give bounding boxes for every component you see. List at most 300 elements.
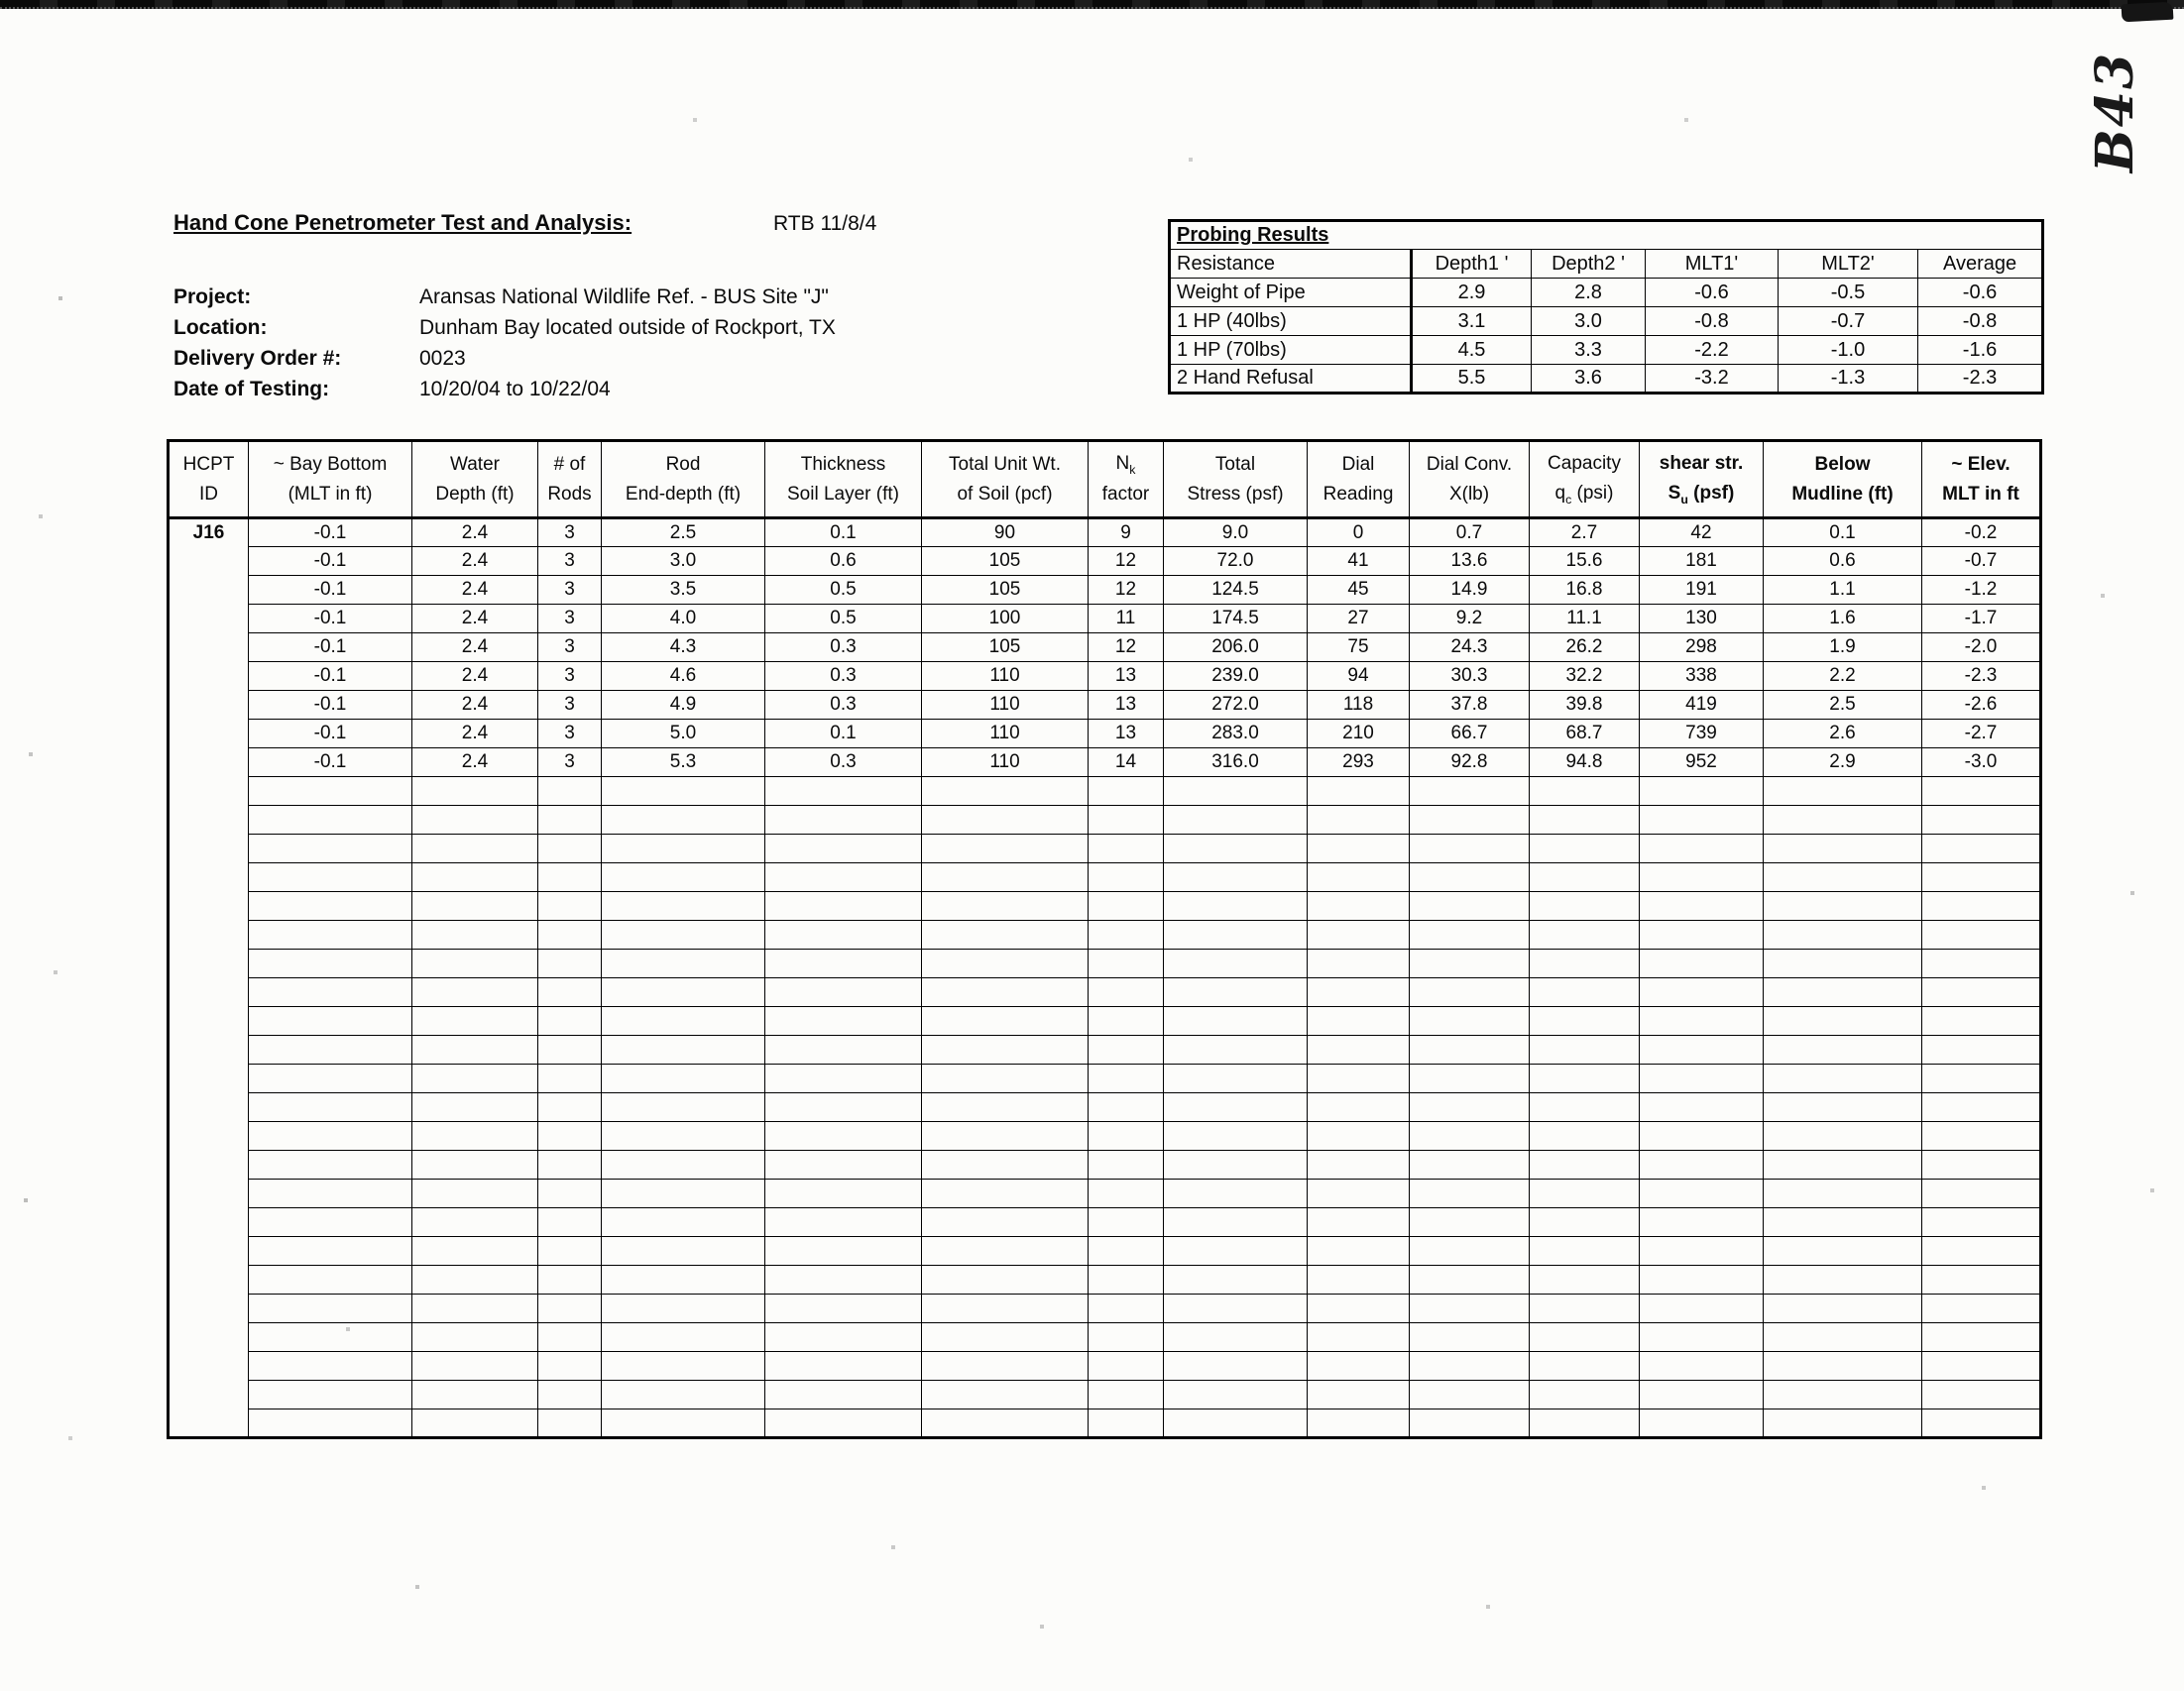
info-value: Dunham Bay located outside of Rockport, TX (419, 316, 836, 339)
hcpt-empty-row (169, 1237, 2041, 1266)
hcpt-empty-row (169, 892, 2041, 921)
probing-cell: -0.5 (1779, 279, 1918, 307)
hcpt-data-cell (765, 1093, 922, 1122)
hcpt-data-cell: -0.2 (1922, 518, 2041, 547)
hcpt-data-cell (412, 1323, 538, 1352)
hcpt-data-cell (922, 1093, 1089, 1122)
header-subscript: c (1565, 492, 1572, 507)
hcpt-data-cell (538, 1237, 602, 1266)
hcpt-data-cell: 15.6 (1530, 547, 1640, 576)
hcpt-data-cell (1922, 1180, 2041, 1208)
hcpt-data-cell: 0.3 (765, 748, 922, 777)
hcpt-data-cell (538, 1122, 602, 1151)
info-value: Aransas National Wildlife Ref. - BUS Site "J" (419, 285, 829, 308)
hcpt-data-cell (538, 978, 602, 1007)
info-value: 0023 (419, 347, 466, 370)
hcpt-data-cell (1164, 1180, 1308, 1208)
hcpt-data-cell (1308, 921, 1410, 950)
hcpt-data-cell: 14.9 (1410, 576, 1530, 605)
hcpt-data-cell (249, 863, 412, 892)
hcpt-data-cell (538, 921, 602, 950)
hcpt-data-cell (1640, 950, 1764, 978)
hcpt-data-cell (1410, 777, 1530, 806)
hcpt-data-cell: 105 (922, 633, 1089, 662)
hcpt-data-cell (1410, 950, 1530, 978)
info-row (173, 343, 836, 374)
hcpt-data-cell: 338 (1640, 662, 1764, 691)
hcpt-data-cell (538, 1266, 602, 1295)
hcpt-empty-row (169, 1122, 2041, 1151)
hcpt-data-cell: -0.1 (249, 547, 412, 576)
scan-artifact-top-bar (0, 0, 2184, 9)
hcpt-data-cell: 419 (1640, 691, 1764, 720)
hcpt-data-cell (249, 806, 412, 835)
hcpt-data-cell (1530, 1036, 1640, 1065)
hcpt-data-cell: -0.1 (249, 691, 412, 720)
hcpt-data-cell (249, 950, 412, 978)
hcpt-data-cell (538, 1381, 602, 1409)
hcpt-data-cell (1640, 1323, 1764, 1352)
hcpt-data-cell (1764, 1352, 1922, 1381)
hcpt-data-cell (412, 1151, 538, 1180)
page-title: Hand Cone Penetrometer Test and Analysis: (173, 210, 632, 235)
hcpt-data-cell (412, 1237, 538, 1266)
hcpt-data-cell (765, 1180, 922, 1208)
hcpt-data-cell (1089, 1381, 1164, 1409)
hcpt-data-cell (1922, 1295, 2041, 1323)
hcpt-data-cell (1164, 1065, 1308, 1093)
hcpt-data-cell (1530, 1295, 1640, 1323)
header-line-1 (1310, 454, 1407, 476)
hcpt-data-cell (1922, 892, 2041, 921)
hcpt-data-cell (1530, 1007, 1640, 1036)
hcpt-data-cell (602, 1036, 765, 1065)
hcpt-id-cell (169, 748, 249, 777)
hcpt-data-cell: 239.0 (1164, 662, 1308, 691)
header-line-1 (414, 454, 535, 476)
hcpt-data-cell (1640, 921, 1764, 950)
hcpt-data-cell (1764, 1381, 1922, 1409)
header-text: ID (199, 483, 218, 505)
hcpt-data-cell (602, 1237, 765, 1266)
hcpt-data-cell (765, 1381, 922, 1409)
hcpt-data-cell: 0.7 (1410, 518, 1530, 547)
hcpt-data-cell (1308, 1065, 1410, 1093)
hcpt-data-cell (1764, 806, 1922, 835)
header-line-1 (1924, 454, 2037, 476)
hcpt-data-cell (1164, 1093, 1308, 1122)
hcpt-data-cell (765, 1122, 922, 1151)
hcpt-data-cell (1164, 950, 1308, 978)
hcpt-data-cell (1640, 1036, 1764, 1065)
hcpt-data-cell (1164, 1266, 1308, 1295)
hcpt-data-cell: 1.6 (1764, 605, 1922, 633)
hcpt-data-cell (922, 1295, 1089, 1323)
hcpt-data-cell (1410, 892, 1530, 921)
hcpt-id-cell (169, 1180, 249, 1208)
hcpt-data-cell (249, 921, 412, 950)
hcpt-id-cell (169, 1266, 249, 1295)
hcpt-empty-row (169, 1036, 2041, 1065)
hcpt-data-cell: 100 (922, 605, 1089, 633)
hcpt-data-cell: 0.3 (765, 691, 922, 720)
hcpt-data-cell: 11.1 (1530, 605, 1640, 633)
hcpt-empty-row (169, 1381, 2041, 1409)
hcpt-data-cell: 2.4 (412, 518, 538, 547)
hcpt-data-cell: 2.4 (412, 633, 538, 662)
hcpt-data-cell: -0.1 (249, 605, 412, 633)
hcpt-id-cell (169, 921, 249, 950)
hcpt-data-cell (412, 1266, 538, 1295)
hcpt-id-cell (169, 835, 249, 863)
hcpt-empty-row (169, 1352, 2041, 1381)
hcpt-empty-row (169, 1295, 2041, 1323)
hcpt-data-cell (1089, 1122, 1164, 1151)
hcpt-data-cell (1164, 921, 1308, 950)
hcpt-data-cell (765, 1323, 922, 1352)
hcpt-data-cell (602, 806, 765, 835)
hcpt-data-cell: 94 (1308, 662, 1410, 691)
hcpt-data-cell: 110 (922, 691, 1089, 720)
hcpt-data-cell (1640, 1208, 1764, 1237)
hcpt-data-cell (922, 1180, 1089, 1208)
probing-cell: -3.2 (1646, 365, 1779, 394)
hcpt-data-cell: 316.0 (1164, 748, 1308, 777)
probing-row (1170, 336, 2043, 365)
hcpt-data-cell (922, 1381, 1089, 1409)
hcpt-data-cell (1410, 1180, 1530, 1208)
header-text: Dial Conv. (1426, 453, 1513, 475)
header-line-2 (1412, 484, 1527, 506)
hcpt-data-cell (412, 1093, 538, 1122)
hcpt-id-cell (169, 950, 249, 978)
hcpt-data-cell: 2.4 (412, 748, 538, 777)
hcpt-data-cell (249, 1093, 412, 1122)
header-text: Rod (665, 453, 701, 475)
hcpt-empty-row (169, 921, 2041, 950)
header-text: S (1667, 482, 1681, 504)
hcpt-column-header (1922, 441, 2041, 518)
hcpt-id-cell (169, 1151, 249, 1180)
hcpt-data-cell (1640, 777, 1764, 806)
hcpt-data-cell: 3 (538, 605, 602, 633)
hcpt-data-cell (412, 1036, 538, 1065)
hcpt-data-cell (538, 892, 602, 921)
probing-cell: 1 HP (40lbs) (1170, 307, 1412, 336)
hcpt-id-cell (169, 777, 249, 806)
hcpt-data-cell (1922, 863, 2041, 892)
hcpt-data-cell (765, 1352, 922, 1381)
probing-title-row (1170, 221, 2043, 250)
info-row (173, 312, 836, 343)
hcpt-data-cell (1410, 1237, 1530, 1266)
hcpt-data-cell (1764, 777, 1922, 806)
hcpt-data-cell (1764, 1007, 1922, 1036)
hcpt-data-cell (412, 835, 538, 863)
hcpt-data-cell (1530, 1180, 1640, 1208)
hcpt-data-cell (602, 835, 765, 863)
header-text: (psi) (1571, 482, 1614, 504)
hcpt-data-cell (538, 1093, 602, 1122)
hcpt-data-cell: 2.5 (1764, 691, 1922, 720)
hcpt-data-cell (249, 1409, 412, 1438)
info-row (173, 374, 836, 404)
hcpt-data-cell (1164, 1323, 1308, 1352)
hcpt-data-cell: 45 (1308, 576, 1410, 605)
scan-artifact-corner-mark (2122, 2, 2174, 23)
header-text: Dial (1341, 453, 1375, 475)
hcpt-data-cell: 3 (538, 633, 602, 662)
hcpt-data-cell: -1.7 (1922, 605, 2041, 633)
hcpt-data-cell (249, 1381, 412, 1409)
hcpt-data-cell (765, 978, 922, 1007)
hcpt-data-cell: 12 (1089, 633, 1164, 662)
hcpt-data-cell (1410, 1409, 1530, 1438)
hcpt-data-cell (1640, 1409, 1764, 1438)
hcpt-data-cell: 66.7 (1410, 720, 1530, 748)
hcpt-data-cell: 27 (1308, 605, 1410, 633)
hcpt-id-cell (169, 806, 249, 835)
probing-cell: Weight of Pipe (1170, 279, 1412, 307)
hcpt-data-cell: 110 (922, 662, 1089, 691)
hcpt-data-cell (538, 1007, 602, 1036)
hcpt-data-cell: 4.9 (602, 691, 765, 720)
hcpt-data-cell: 0.5 (765, 576, 922, 605)
hcpt-data-cell (1922, 1007, 2041, 1036)
probing-cell: 3.1 (1412, 307, 1532, 336)
probing-cell: 3.3 (1532, 336, 1646, 365)
hcpt-data-cell (1764, 1065, 1922, 1093)
hcpt-data-cell (1089, 1266, 1164, 1295)
probing-row (1170, 307, 2043, 336)
hcpt-data-cell: 191 (1640, 576, 1764, 605)
hcpt-data-cell: 0 (1308, 518, 1410, 547)
hcpt-data-cell (765, 1237, 922, 1266)
hcpt-data-cell (1764, 1151, 1922, 1180)
hcpt-data-cell: -0.1 (249, 633, 412, 662)
hcpt-empty-row (169, 1093, 2041, 1122)
hcpt-empty-row (169, 1323, 2041, 1352)
hcpt-data-cell (1530, 1093, 1640, 1122)
hcpt-data-cell: 0.3 (765, 633, 922, 662)
header-line-1 (924, 454, 1086, 476)
hcpt-data-row (169, 605, 2041, 633)
hcpt-data-cell (1640, 1295, 1764, 1323)
hcpt-data-cell (1410, 835, 1530, 863)
hcpt-id-cell (169, 1007, 249, 1036)
hcpt-data-cell: 4.0 (602, 605, 765, 633)
hcpt-data-cell (249, 1151, 412, 1180)
hcpt-data-cell (602, 1093, 765, 1122)
hcpt-data-cell: 0.5 (765, 605, 922, 633)
hcpt-data-cell (922, 892, 1089, 921)
hcpt-data-cell: -0.1 (249, 662, 412, 691)
hcpt-data-cell (1410, 1352, 1530, 1381)
hcpt-id-cell (169, 720, 249, 748)
hcpt-data-cell (1308, 863, 1410, 892)
header-line-2 (604, 484, 762, 506)
hcpt-data-cell: 0.6 (1764, 547, 1922, 576)
hcpt-data-cell (922, 1065, 1089, 1093)
hcpt-data-cell (602, 1065, 765, 1093)
hcpt-data-cell (1764, 1237, 1922, 1266)
hcpt-data-cell (922, 777, 1089, 806)
hcpt-data-cell (1164, 835, 1308, 863)
hcpt-data-cell: 14 (1089, 748, 1164, 777)
hcpt-id-cell (169, 1409, 249, 1438)
hcpt-data-cell: 32.2 (1530, 662, 1640, 691)
hcpt-empty-row (169, 1208, 2041, 1237)
hcpt-data-cell (1764, 1122, 1922, 1151)
hcpt-data-cell: -2.0 (1922, 633, 2041, 662)
hcpt-data-cell (922, 835, 1089, 863)
hcpt-data-row (169, 633, 2041, 662)
hcpt-data-cell (1640, 1093, 1764, 1122)
hcpt-data-cell (602, 1151, 765, 1180)
hcpt-data-cell (1308, 1208, 1410, 1237)
hcpt-data-cell (1640, 806, 1764, 835)
probing-cell: -0.8 (1918, 307, 2043, 336)
hcpt-data-cell (1308, 1036, 1410, 1065)
hcpt-data-cell (922, 806, 1089, 835)
hcpt-data-cell: 739 (1640, 720, 1764, 748)
header-line-2 (1166, 484, 1305, 506)
hcpt-data-row (169, 518, 2041, 547)
hcpt-data-cell (602, 777, 765, 806)
hcpt-data-cell (1410, 1295, 1530, 1323)
hcpt-data-cell (249, 835, 412, 863)
hcpt-data-cell: 293 (1308, 748, 1410, 777)
hcpt-data-cell (1922, 1036, 2041, 1065)
hcpt-data-cell (1164, 1381, 1308, 1409)
hcpt-data-cell (1530, 1266, 1640, 1295)
hcpt-data-cell (1764, 1323, 1922, 1352)
hcpt-data-cell (1164, 777, 1308, 806)
info-label: Location: (173, 316, 268, 339)
header-line-2 (767, 484, 919, 506)
hcpt-data-cell (1530, 1122, 1640, 1151)
probing-header-cell: MLT1' (1646, 250, 1779, 279)
hcpt-data-cell (1530, 1237, 1640, 1266)
hcpt-empty-row (169, 1007, 2041, 1036)
hcpt-data-cell (412, 1409, 538, 1438)
header-text: X(lb) (1448, 483, 1490, 505)
hcpt-data-cell (1922, 777, 2041, 806)
hcpt-data-cell (602, 892, 765, 921)
probing-row (1170, 279, 2043, 307)
hcpt-data-cell (1764, 863, 1922, 892)
probing-cell: -1.3 (1779, 365, 1918, 394)
hcpt-data-cell (602, 978, 765, 1007)
hcpt-data-cell: 0.3 (765, 662, 922, 691)
hcpt-data-cell (765, 1208, 922, 1237)
hcpt-data-cell (1089, 1151, 1164, 1180)
hcpt-id-cell (169, 1093, 249, 1122)
hcpt-data-cell (538, 835, 602, 863)
hcpt-empty-row (169, 806, 2041, 835)
hcpt-data-cell (1089, 1237, 1164, 1266)
hcpt-data-cell (1922, 1237, 2041, 1266)
info-value: 10/20/04 to 10/22/04 (419, 378, 611, 400)
hcpt-data-cell (1530, 978, 1640, 1007)
hcpt-data-cell (765, 1409, 922, 1438)
hcpt-data-cell (1089, 1409, 1164, 1438)
header-text: Total (1214, 453, 1256, 475)
hcpt-id-cell (169, 863, 249, 892)
hcpt-data-cell (1640, 1381, 1764, 1409)
hcpt-data-cell (1410, 1151, 1530, 1180)
hcpt-data-cell: 37.8 (1410, 691, 1530, 720)
hcpt-data-cell (1164, 1007, 1308, 1036)
probing-header-row (1170, 250, 2043, 279)
hcpt-data-cell (602, 1208, 765, 1237)
hcpt-data-cell: 94.8 (1530, 748, 1640, 777)
hcpt-data-cell (412, 1180, 538, 1208)
header-line-2 (172, 484, 246, 506)
hcpt-data-cell (1089, 863, 1164, 892)
hcpt-data-cell: 9 (1089, 518, 1164, 547)
hcpt-data-cell (1922, 1065, 2041, 1093)
hcpt-data-cell (765, 1007, 922, 1036)
hcpt-data-cell (1922, 1151, 2041, 1180)
hcpt-data-cell: 42 (1640, 518, 1764, 547)
hcpt-data-cell (1089, 835, 1164, 863)
hcpt-data-cell: 30.3 (1410, 662, 1530, 691)
hcpt-empty-row (169, 950, 2041, 978)
hcpt-data-cell (538, 1065, 602, 1093)
hcpt-column-header (922, 441, 1089, 518)
header-text: ~ Bay Bottom (273, 453, 388, 475)
hcpt-data-cell (538, 1323, 602, 1352)
hcpt-data-cell (538, 1409, 602, 1438)
hcpt-data-cell (1089, 892, 1164, 921)
hcpt-id-cell (169, 1381, 249, 1409)
probing-cell: -2.2 (1646, 336, 1779, 365)
hcpt-data-cell: 105 (922, 547, 1089, 576)
hcpt-empty-row (169, 1266, 2041, 1295)
hcpt-id-cell (169, 605, 249, 633)
hcpt-data-cell (1089, 1007, 1164, 1036)
hcpt-id-cell (169, 1237, 249, 1266)
hcpt-header-row (169, 441, 2041, 518)
hcpt-data-cell (1308, 777, 1410, 806)
hcpt-data-cell (1308, 1007, 1410, 1036)
hcpt-data-cell: 2.4 (412, 576, 538, 605)
hcpt-data-cell: 2.5 (602, 518, 765, 547)
hcpt-empty-row (169, 777, 2041, 806)
hcpt-data-cell (1164, 1295, 1308, 1323)
hcpt-data-cell (1410, 1093, 1530, 1122)
hcpt-column-header (412, 441, 538, 518)
header-text: Water (450, 453, 500, 475)
hcpt-id-cell (169, 1208, 249, 1237)
hcpt-data-cell (1164, 1036, 1308, 1065)
hcpt-data-cell (249, 1323, 412, 1352)
hcpt-data-cell (1089, 1180, 1164, 1208)
header-line-1 (1642, 453, 1761, 475)
hcpt-data-cell (412, 1381, 538, 1409)
hcpt-data-cell (412, 1208, 538, 1237)
probing-cell: 4.5 (1412, 336, 1532, 365)
hcpt-data-cell: 2.4 (412, 605, 538, 633)
hcpt-data-cell (1089, 1093, 1164, 1122)
header-line-1 (1166, 454, 1305, 476)
hcpt-data-cell: 952 (1640, 748, 1764, 777)
hcpt-data-cell: 13 (1089, 691, 1164, 720)
hcpt-id-cell (169, 1036, 249, 1065)
hcpt-data-cell (1308, 1180, 1410, 1208)
hcpt-data-cell: 272.0 (1164, 691, 1308, 720)
